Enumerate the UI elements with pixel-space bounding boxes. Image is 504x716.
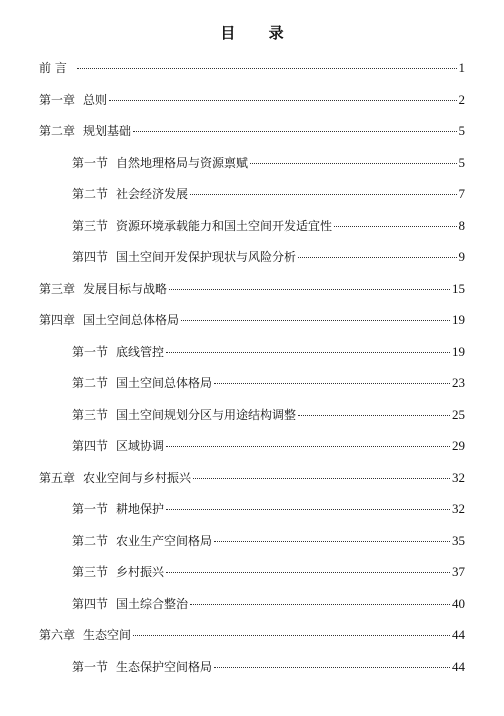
toc-page-number: 32 [452, 469, 465, 485]
dot-leader [166, 572, 450, 573]
toc-entry-label [39, 281, 167, 297]
toc-entry-text: 生态空间 [83, 628, 132, 642]
toc-entry-number: 第二章 [39, 124, 76, 138]
toc-entry-text: 底线管控 [116, 344, 165, 359]
dot-leader [133, 131, 456, 132]
toc-entry-number: 第三节 [72, 218, 109, 233]
dot-leader [166, 352, 450, 353]
toc-section-entry[interactable] [72, 344, 465, 360]
toc-chapter-entry[interactable] [39, 60, 465, 76]
toc-page-number: 35 [452, 532, 465, 548]
toc-chapter-entry[interactable] [39, 627, 465, 643]
toc-entry-text: 区域协调 [116, 439, 165, 453]
toc-chapter-entry[interactable] [39, 470, 465, 486]
dot-leader [298, 415, 450, 416]
toc-chapter-entry[interactable] [39, 92, 465, 108]
toc-chapter-entry[interactable] [39, 281, 465, 297]
toc-entry-label [72, 596, 188, 612]
toc-page-number: 32 [452, 501, 465, 516]
toc-page-number: 19 [452, 312, 465, 327]
toc-entry-number: 前 言 [39, 61, 67, 75]
toc-entry-text: 总则 [83, 92, 108, 107]
toc-page-number: 5 [458, 154, 465, 170]
toc-entry-text: 国土空间开发保护现状与风险分析 [116, 250, 297, 264]
toc-entry-number: 第四章 [39, 313, 76, 327]
toc-entry-number: 第二节 [72, 187, 109, 201]
toc-entry-text: 规划基础 [83, 124, 132, 138]
toc-entry-number: 第一节 [72, 155, 109, 170]
dot-leader [193, 478, 450, 479]
dot-leader [214, 667, 450, 668]
toc-entry-label [39, 627, 131, 643]
toc-page-number: 29 [452, 438, 465, 453]
toc-entry-label [72, 659, 212, 675]
toc-entry-text: 国土空间总体格局 [83, 313, 180, 327]
toc-entry-label [39, 123, 131, 139]
toc-entry-number: 第二节 [72, 376, 109, 390]
toc-entry-number: 第四节 [72, 439, 109, 453]
toc-entry-label [72, 564, 164, 580]
toc-page-number: 37 [452, 564, 465, 579]
toc-entry-label [39, 312, 179, 328]
dot-leader [298, 257, 456, 258]
toc-page-number: 2 [458, 91, 465, 107]
dot-leader [190, 194, 456, 195]
dot-leader [109, 100, 456, 101]
dot-leader [166, 446, 450, 447]
toc-entry-number: 第一章 [39, 92, 76, 107]
toc-section-entry[interactable] [72, 501, 465, 517]
toc-entry-number: 第一节 [72, 502, 109, 516]
toc-entry-number: 第三章 [39, 281, 76, 296]
toc-entry-text: 国土空间总体格局 [116, 376, 213, 390]
toc-page-number: 15 [452, 280, 465, 296]
toc-entry-label [72, 533, 212, 549]
toc-entry-number: 第三节 [72, 407, 109, 422]
toc-entry-label [72, 186, 188, 202]
toc-entry-number: 第四节 [72, 596, 109, 611]
toc-section-entry[interactable] [72, 249, 465, 265]
toc-entry-label [72, 375, 212, 391]
toc-entry-label [72, 218, 332, 234]
toc-entry-number: 第一节 [72, 659, 109, 674]
toc-entry-text: 社会经济发展 [116, 187, 189, 201]
toc-page-number: 5 [458, 123, 465, 138]
toc-entry-text: 农业生产空间格局 [116, 533, 213, 548]
dot-leader [181, 320, 450, 321]
toc-entry-label [39, 470, 191, 486]
toc-chapter-entry[interactable] [39, 312, 465, 328]
toc-section-entry[interactable] [72, 155, 465, 171]
toc-section-entry[interactable] [72, 533, 465, 549]
toc-section-entry[interactable] [72, 564, 465, 580]
toc-entry-text: 发展目标与战略 [83, 281, 168, 296]
toc-page-number: 40 [452, 595, 465, 611]
toc-entry-label [39, 92, 107, 108]
toc-entry-number: 第六章 [39, 628, 76, 642]
toc-page-number: 25 [452, 406, 465, 422]
toc-entry-label [72, 155, 248, 171]
dot-leader [250, 163, 456, 164]
dot-leader [214, 383, 450, 384]
toc-page-number: 1 [458, 60, 465, 75]
toc-entry-label [72, 438, 164, 454]
dot-leader [77, 68, 457, 69]
toc-entry-number: 第五章 [39, 470, 76, 485]
toc-section-entry[interactable] [72, 375, 465, 391]
toc-entry-text: 国土空间规划分区与用途结构调整 [116, 407, 297, 422]
toc-page-number: 23 [452, 375, 465, 390]
toc-entry-number: 第四节 [72, 250, 109, 264]
dot-leader [190, 604, 450, 605]
toc-entry-number: 第三节 [72, 565, 109, 579]
toc-page-number: 44 [452, 658, 465, 674]
toc-entry-text: 自然地理格局与资源禀赋 [116, 155, 249, 170]
toc-entry-text: 乡村振兴 [116, 565, 165, 579]
toc-entry-label [39, 60, 75, 76]
toc-entry-label [72, 344, 164, 360]
toc-page-number: 44 [452, 627, 465, 642]
toc-section-entry[interactable] [72, 186, 465, 202]
toc-section-entry[interactable] [72, 659, 465, 675]
toc-entry-text: 资源环境承载能力和国土空间开发适宜性 [116, 218, 333, 233]
dot-leader [133, 635, 450, 636]
dot-leader [334, 226, 456, 227]
toc-page-number: 9 [458, 249, 465, 264]
toc-chapter-entry[interactable] [39, 123, 465, 139]
dot-leader [214, 541, 450, 542]
toc-entry-text: 生态保护空间格局 [116, 659, 213, 674]
dot-leader [169, 289, 450, 290]
toc-entry-label [72, 501, 164, 517]
page-title: 目 录 [220, 24, 298, 42]
toc-section-entry[interactable] [72, 407, 465, 423]
toc-entry-label [72, 249, 296, 265]
toc-section-entry[interactable] [72, 596, 465, 612]
toc-section-entry[interactable] [72, 218, 465, 234]
toc-entry-label [72, 407, 296, 423]
dot-leader [166, 509, 450, 510]
toc-page-number: 19 [452, 343, 465, 359]
toc-page-number: 8 [458, 217, 465, 233]
toc-entry-number: 第一节 [72, 344, 109, 359]
toc-section-entry[interactable] [72, 438, 465, 454]
toc-entry-text: 国土综合整治 [116, 596, 189, 611]
toc-entry-number: 第二节 [72, 533, 109, 548]
toc-entry-text: 耕地保护 [116, 502, 165, 516]
toc-page-number: 7 [458, 186, 465, 201]
toc-entry-text: 农业空间与乡村振兴 [83, 470, 192, 485]
